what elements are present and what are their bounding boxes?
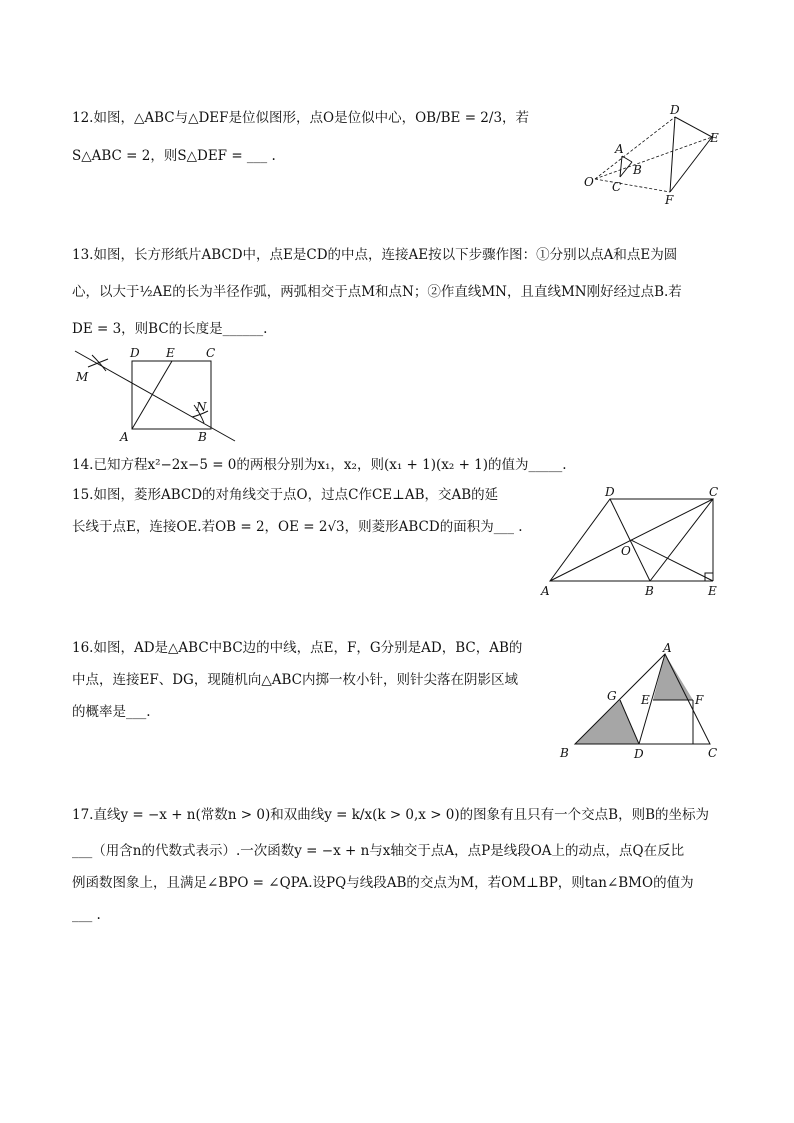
label-E: E (710, 131, 719, 145)
q13-line-3: DE = 3，则BC的长度是______. (72, 321, 268, 337)
label-N: N (196, 400, 207, 414)
q13-line-1: 13.如图，长方形纸片ABCD中，点E是CD的中点，连接AE按以下步骤作图：①分别以点A和点E为圆 (72, 247, 678, 263)
label-C: C (612, 180, 622, 194)
q16-line-1: 16.如图，AD是△ABC中BC边的中线，点E，F，G分别是AD，BC，AB的 (72, 640, 523, 656)
label-E: E (166, 346, 175, 360)
label-A: A (120, 430, 129, 443)
label-G: G (607, 689, 617, 703)
q16-figure (555, 640, 735, 765)
label-B: B (633, 163, 642, 177)
label-D: D (634, 747, 644, 761)
label-B: B (560, 746, 569, 760)
label-E: E (641, 693, 650, 707)
q14-line-1: 14.已知方程x²−2x−5 = 0的两根分别为x₁，x₂，则(x₁ + 1)(x₂ + 1)的值为_____. (72, 457, 567, 473)
label-D: D (130, 346, 140, 360)
q12-line-1: 12.如图，△ABC与△DEF是位似图形，点O是位似中心，OB/BE = 2/3，若 (72, 110, 530, 126)
q17-line-2: ___（用含n的代数式表示）.一次函数y = −x + n与x轴交于点A，点P是线段OA上的动点，点Q在反比 (72, 843, 685, 859)
label-M: M (76, 370, 89, 384)
q15-line-1: 15.如图，菱形ABCD的对角线交于点O，过点C作CE⊥AB，交AB的延 (72, 487, 499, 503)
q16-line-3: 的概率是___. (72, 704, 151, 720)
q12-figure (580, 100, 730, 210)
label-C: C (708, 746, 718, 760)
q17-line-3: 例函数图象上，且满足∠BPO = ∠QPA.设PQ与线段AB的交点为M，若OM⊥BP，则tan∠BMO的值为 (72, 875, 694, 891)
label-D: D (605, 485, 615, 499)
q13-line-2: 心，以大于½AE的长为半径作弧，两弧相交于点M和点N；②作直线MN，且直线MN刚好经过点B.若 (72, 284, 682, 300)
label-F: F (695, 693, 704, 707)
q17-line-4: ___ . (72, 907, 101, 923)
label-D: D (670, 103, 680, 117)
label-B: B (645, 584, 654, 598)
label-A: A (615, 142, 624, 156)
q16-line-2: 中点，连接EF、DG，现随机向△ABC内掷一枚小针，则针尖落在阴影区域 (72, 672, 518, 688)
q15-line-2: 长线于点E，连接OE.若OB = 2，OE = 2√3，则菱形ABCD的面积为___ . (72, 519, 523, 535)
label-O: O (584, 175, 594, 189)
label-A: A (541, 584, 550, 598)
q12-line-2: S△ABC = 2，则S△DEF = ___ . (72, 148, 276, 164)
q17-line-1: 17.直线y = −x + n(常数n > 0)和双曲线y = k/x(k > 0,x > 0)的图象有且只有一个交点B，则B的坐标为 (72, 807, 710, 823)
label-O: O (621, 544, 631, 558)
label-E: E (708, 584, 717, 598)
label-B: B (198, 430, 207, 443)
label-C: C (206, 346, 216, 360)
q15-figure (535, 485, 735, 600)
label-C: C (709, 485, 719, 499)
q13-figure (70, 343, 250, 443)
label-A: A (663, 641, 672, 655)
label-F: F (665, 193, 674, 207)
